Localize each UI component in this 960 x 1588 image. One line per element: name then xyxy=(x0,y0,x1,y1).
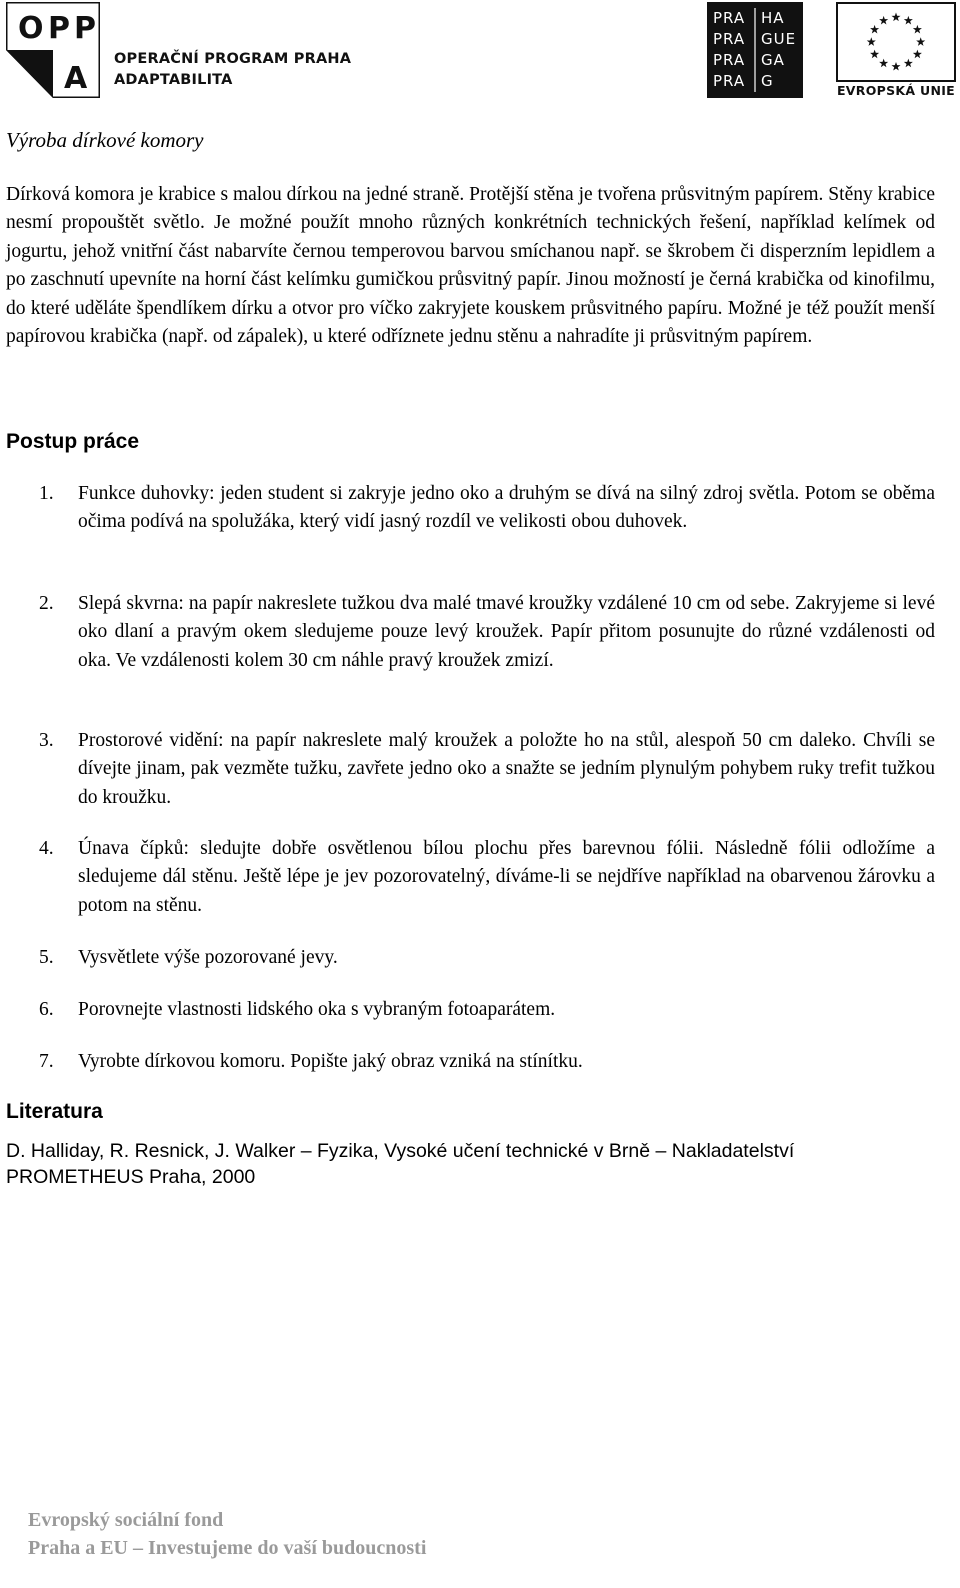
step-number: 2. xyxy=(39,593,54,614)
footer-line2: Praha a EU – Investujeme do vaší budoucnosti xyxy=(28,1537,427,1559)
literature-reference xyxy=(6,1138,936,1190)
eu-label: EVROPSKÁ UNIE xyxy=(836,83,956,98)
praha-row1-right: HA xyxy=(761,9,785,27)
opp-letter-p1: P xyxy=(48,11,70,46)
page-footer xyxy=(28,1506,426,1562)
step-number: 4. xyxy=(39,838,54,859)
opp-name-line2: ADAPTABILITA xyxy=(114,72,233,88)
step-text: Vyrobte dírkovou komoru. Popište jaký obraz vzniká na stínítku. xyxy=(78,1051,583,1072)
praha-row1-left: PRA xyxy=(713,9,746,27)
opp-letter-a: A xyxy=(64,61,88,96)
praha-logo xyxy=(707,2,803,98)
praha-row3-left: PRA xyxy=(713,51,746,69)
eu-flag-icon xyxy=(836,2,956,82)
opp-letter-p2: P xyxy=(74,11,96,46)
praha-row2-left: PRA xyxy=(713,30,746,48)
opp-name-line1: OPERAČNÍ PROGRAM PRAHA xyxy=(114,51,352,67)
opp-program-name xyxy=(114,49,351,91)
opp-logo xyxy=(6,2,100,98)
reference-line2: PROMETHEUS Praha, 2000 xyxy=(6,1166,256,1188)
step-text: Vysvětlete výše pozorované jevy. xyxy=(78,947,338,968)
intro-paragraph: Dírková komora je krabice s malou dírkou na jedné straně. Protější stěna je tvořena průsvitným papírem. Stěny krabice nesmí propouštět světlo. Je možné použít mnoho různých konkrétních technických řešení, například kelímek od jogurtu, jehož vnitřní část nabarvíte černou temperovou barvou smíchanou např. se škrobem či disperzním lepidlem a po zaschnutí upevníte na horní část kelímku gumičkou průsvitný papír. Jinou možností je černá krabička od kinofilmu, do které uděláte špendlíkem dírku a otvor pro víčko zakryjete kouskem průsvitného papíru. Možné je též použít menší papírovou krabička (např. od zápalek), u které odříznete jednu stěnu a nahradíte ji průsvitným papírem. xyxy=(6,184,935,348)
page-header xyxy=(0,0,960,100)
procedure-heading: Postup práce xyxy=(6,430,140,453)
step-text: Slepá skvrna: na papír nakreslete tužkou dva malé tmavé kroužky vzdálené 10 cm od sebe. Zakryjeme si levé oko dlaní a pravým okem sledujeme pouze levý kroužek. Papír přitom posunujte do různé vzdálenosti od oka. Ve vzdálenosti kolem 30 cm náhle pravý kroužek zmizí. xyxy=(78,593,935,671)
step-number: 7. xyxy=(39,1051,54,1072)
step-number: 5. xyxy=(39,947,54,968)
step-number: 1. xyxy=(39,483,54,504)
step-text: Funkce duhovky: jeden student si zakryje jedno oko a druhým se dívá na silný zdroj světla. Potom se oběma očima podívá na spolužáka, který vidí jasný rozdíl ve velikosti obou duhovek. xyxy=(78,483,935,533)
step-number: 3. xyxy=(39,730,54,751)
reference-line1: D. Halliday, R. Resnick, J. Walker – Fyzika, Vysoké učení technické v Brně – Nakladatelství xyxy=(6,1140,795,1162)
eu-logo xyxy=(836,2,956,98)
literature-heading: Literatura xyxy=(6,1100,103,1123)
praha-row4-left: PRA xyxy=(713,72,746,90)
praha-row4-right: G xyxy=(761,72,774,90)
praha-row3-right: GA xyxy=(761,51,785,69)
step-number: 6. xyxy=(39,999,54,1020)
step-text: Prostorové vidění: na papír nakreslete malý kroužek a položte ho na stůl, alespoň 50 cm daleko. Chvíli se dívejte jinam, pak vezměte tužku, zavřete jedno oko a snažte se jedním plynulým pohybem ruky trefit tužkou do kroužku. xyxy=(78,730,935,808)
step-text: Porovnejte vlastnosti lidského oka s vybraným fotoaparátem. xyxy=(78,999,556,1020)
footer-line1: Evropský sociální fond xyxy=(28,1509,224,1531)
opp-letter-o: O xyxy=(18,11,44,46)
document-title: Výroba dírkové komory xyxy=(6,128,204,152)
praha-row2-right: GUE xyxy=(761,30,797,48)
step-text: Únava čípků: sledujte dobře osvětlenou bílou plochu přes barevnou fólii. Následně fólii odložíme a sledujeme dál stěnu. Ještě lépe je jev pozorovatelný, díváme-li se nejdříve například na obarvenou žárovku a potom na stěnu. xyxy=(78,838,935,916)
